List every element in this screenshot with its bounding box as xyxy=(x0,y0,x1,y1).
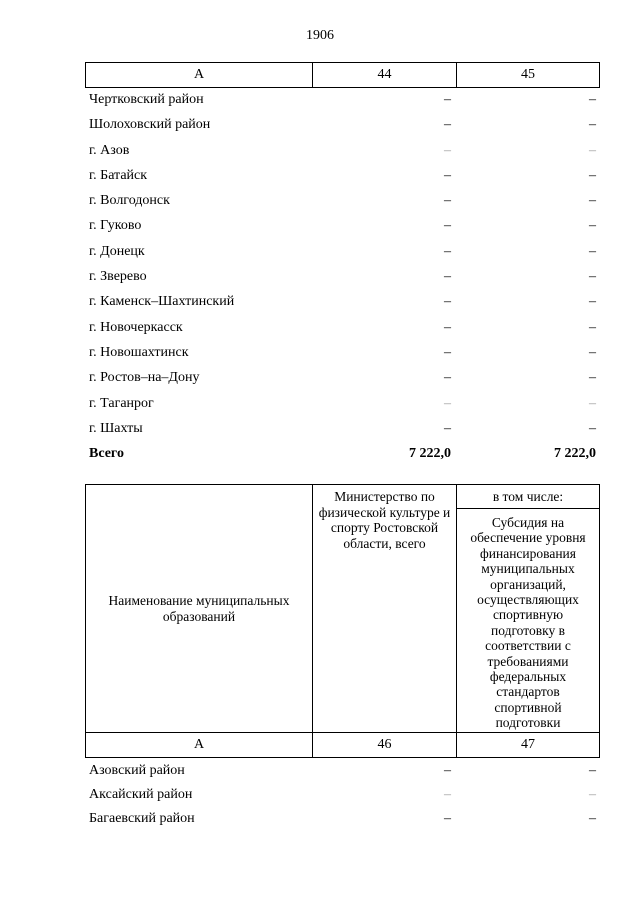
row-value-44: – xyxy=(444,395,451,411)
row-value-45: – xyxy=(589,92,596,107)
row-value-46: – xyxy=(444,763,451,778)
table-row xyxy=(85,164,600,189)
row-value-45: – xyxy=(589,319,596,335)
row-value-46: – xyxy=(444,811,451,826)
header-number-47: 47 xyxy=(521,737,535,752)
table2-body xyxy=(85,759,600,831)
table-row xyxy=(85,341,600,366)
row-name: г. Батайск xyxy=(89,167,148,183)
header-including: в том числе: xyxy=(457,485,599,509)
table-row xyxy=(85,214,600,239)
table-row xyxy=(85,316,600,341)
table-row xyxy=(85,417,600,442)
table-row xyxy=(85,240,600,265)
row-value-44: – xyxy=(444,142,451,158)
row-name: г. Каменск–Шахтинский xyxy=(89,294,235,310)
table1-header-col-name: А xyxy=(86,63,313,87)
table1-header-col-44: 44 xyxy=(313,63,457,87)
total-value-44: 7 222,0 xyxy=(409,446,451,462)
row-name: г. Таганрог xyxy=(89,395,154,411)
table-row xyxy=(85,807,600,831)
row-name: г. Новошахтинск xyxy=(89,344,189,360)
row-name: г. Волгодонск xyxy=(89,193,170,209)
row-name: Багаевский район xyxy=(89,811,195,826)
table2-header xyxy=(85,484,600,758)
row-name: Шолоховский район xyxy=(89,117,211,133)
row-value-44: – xyxy=(444,193,451,209)
total-label: Всего xyxy=(89,446,124,462)
row-value-47: – xyxy=(589,763,596,778)
table-row xyxy=(85,366,600,391)
row-value-47: – xyxy=(589,811,596,826)
row-name: г. Гуково xyxy=(89,218,142,234)
row-value-44: – xyxy=(444,420,451,436)
table-row xyxy=(85,392,600,417)
row-value-44: – xyxy=(444,167,451,183)
row-name: г. Донецк xyxy=(89,243,145,259)
row-value-45: – xyxy=(589,344,596,360)
row-value-46: – xyxy=(444,787,451,802)
row-value-45: – xyxy=(589,243,596,259)
row-value-45: – xyxy=(589,167,596,183)
header-municipality-label: Наименование муниципальных образований xyxy=(108,592,290,624)
row-value-44: – xyxy=(444,117,451,133)
table-row xyxy=(85,88,600,113)
header-subsidy: Субсидия на обеспечение уровня финансирования муниципальных организаций, осуществляющих спортивную подготовку в соответствии с требованиями федеральных стандартов спортивной подготовки xyxy=(457,509,599,733)
row-value-45: – xyxy=(589,142,596,158)
row-name: Чертковский район xyxy=(89,92,204,107)
row-value-45: – xyxy=(589,193,596,209)
row-value-44: – xyxy=(444,92,451,107)
row-value-44: – xyxy=(444,294,451,310)
table-row xyxy=(85,290,600,315)
row-value-44: – xyxy=(444,319,451,335)
row-name: г. Ростов–на–Дону xyxy=(89,370,200,386)
row-value-47: – xyxy=(589,787,596,802)
table-row xyxy=(85,265,600,290)
row-value-45: – xyxy=(589,269,596,285)
row-value-44: – xyxy=(444,269,451,285)
table-row xyxy=(85,189,600,214)
row-name: Азовский район xyxy=(89,763,185,778)
table-row xyxy=(85,139,600,164)
row-value-44: – xyxy=(444,243,451,259)
row-value-44: – xyxy=(444,218,451,234)
row-value-44: – xyxy=(444,344,451,360)
row-value-45: – xyxy=(589,370,596,386)
row-name: г. Зверево xyxy=(89,269,147,285)
table-row xyxy=(85,113,600,138)
header-ministry: Министерство по физической культуре и спорту Ростовской области, всего xyxy=(313,485,457,733)
row-value-45: – xyxy=(589,294,596,310)
table1-body xyxy=(85,88,600,467)
row-value-45: – xyxy=(589,395,596,411)
row-value-45: – xyxy=(589,420,596,436)
row-name: г. Шахты xyxy=(89,420,143,436)
table1-header-col-45: 45 xyxy=(521,67,535,82)
row-name: г. Новочеркасск xyxy=(89,319,183,335)
table-row xyxy=(85,783,600,807)
page-number: 1906 xyxy=(306,28,334,43)
row-name: г. Азов xyxy=(89,142,130,158)
table-total-row xyxy=(85,442,600,467)
row-value-45: – xyxy=(589,117,596,133)
row-value-45: – xyxy=(589,218,596,234)
header-number-46: 46 xyxy=(313,733,457,757)
header-municipality xyxy=(86,485,313,733)
total-value-45: 7 222,0 xyxy=(554,446,596,462)
header-number-a: А xyxy=(86,733,313,757)
row-name: Аксайский район xyxy=(89,787,193,802)
table1-header xyxy=(85,62,600,88)
table-row xyxy=(85,759,600,783)
row-value-44: – xyxy=(444,370,451,386)
